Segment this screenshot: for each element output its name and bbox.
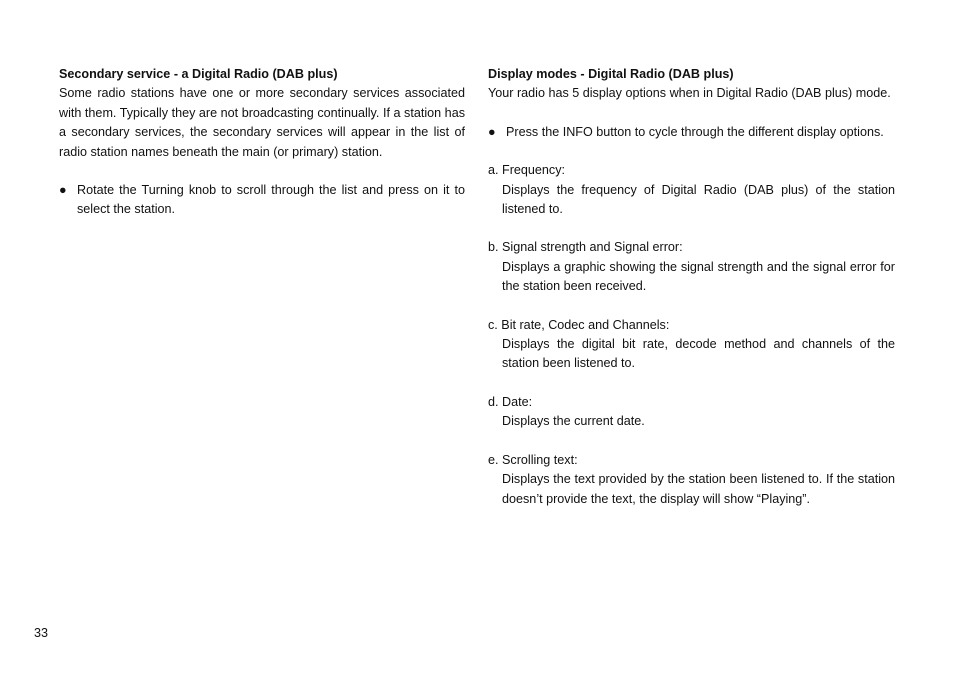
rotate-knob-bullet bbox=[59, 181, 465, 220]
mode-label: c. Bit rate, Codec and Channels: bbox=[488, 317, 670, 332]
bullet-icon: ● bbox=[488, 124, 496, 139]
bullet-text: Rotate the Turning knob to scroll through the list and press on it to select the station. bbox=[77, 183, 465, 217]
bullet-text: Press the INFO button to cycle through the different display options. bbox=[506, 124, 884, 139]
info-button-bullet bbox=[488, 123, 895, 142]
mode-label: d. Date: bbox=[488, 394, 533, 409]
display-modes-heading: Display modes - Digital Radio (DAB plus) bbox=[488, 67, 734, 81]
left-column bbox=[59, 65, 465, 220]
mode-description: Displays the digital bit rate, decode method and channels of the station been listened to. bbox=[502, 337, 895, 371]
right-column bbox=[488, 65, 895, 509]
mode-scrolling-text bbox=[488, 451, 895, 509]
secondary-service-paragraph: Some radio stations have one or more secondary services associated with them. Typically they are not broadcasting continually. If a station has a secondary services, the secondary services will appear in the list of radio station names beneath the main (or primary) station. bbox=[59, 86, 465, 159]
display-modes-paragraph: Your radio has 5 display options when in Digital Radio (DAB plus) mode. bbox=[488, 86, 891, 101]
mode-description: Displays the frequency of Digital Radio (DAB plus) of the station listened to. bbox=[502, 182, 895, 217]
mode-frequency bbox=[488, 161, 895, 219]
mode-description: Displays a graphic showing the signal strength and the signal error for the station been received. bbox=[502, 259, 895, 294]
bullet-icon: ● bbox=[59, 183, 67, 198]
mode-signal-strength bbox=[488, 238, 895, 296]
mode-label: a. Frequency: bbox=[488, 163, 566, 178]
page-number: 33 bbox=[34, 626, 49, 640]
mode-bit-rate bbox=[488, 316, 895, 374]
mode-label: e. Scrolling text: bbox=[488, 452, 578, 467]
secondary-service-heading: Secondary service - a Digital Radio (DAB plus) bbox=[59, 67, 338, 81]
mode-label: b. Signal strength and Signal error: bbox=[488, 240, 683, 255]
mode-description: Displays the text provided by the station been listened to. If the station doesn’t provide the text, the display will show “Playing”. bbox=[502, 472, 895, 506]
mode-description: Displays the current date. bbox=[502, 414, 645, 429]
mode-date bbox=[488, 393, 895, 432]
